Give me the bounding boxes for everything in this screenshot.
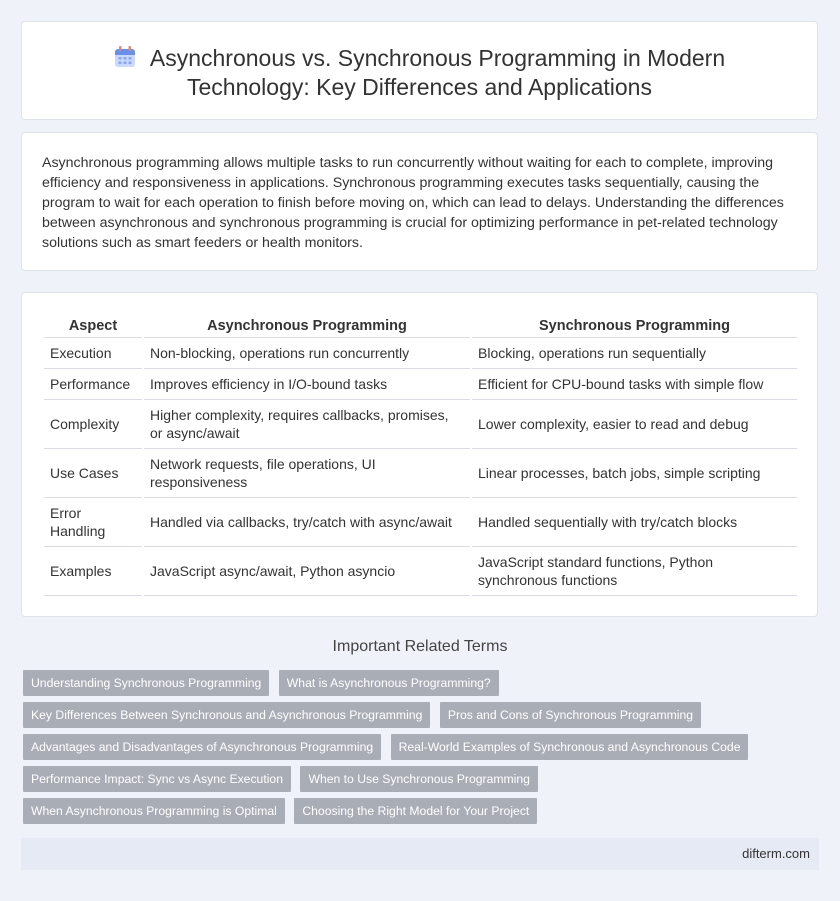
- table-cell: Handled via callbacks, try/catch with async/await: [144, 498, 470, 547]
- table-cell: Execution: [44, 338, 142, 369]
- comparison-card: [21, 292, 818, 617]
- related-term-tag[interactable]: Understanding Synchronous Programming: [23, 670, 269, 696]
- table-row: [44, 338, 797, 369]
- title-line-2: Technology: Key Differences and Applications: [187, 74, 652, 100]
- title-line-1: Asynchronous vs. Synchronous Programming in Modern: [149, 45, 726, 71]
- column-header-sync: Synchronous Programming: [472, 315, 797, 338]
- related-term-tag[interactable]: Real-World Examples of Synchronous and Asynchronous Code: [391, 734, 749, 760]
- related-term-tag[interactable]: Choosing the Right Model for Your Project: [294, 798, 537, 824]
- column-header-aspect: Aspect: [44, 315, 142, 338]
- table-cell: JavaScript async/await, Python asyncio: [144, 547, 470, 596]
- table-cell: Performance: [44, 369, 142, 400]
- table-cell: JavaScript standard functions, Python synchronous functions: [472, 547, 797, 596]
- table-header-row: [44, 315, 797, 338]
- calendar-icon: [114, 46, 136, 68]
- table-row: [44, 547, 797, 596]
- table-row: [44, 498, 797, 547]
- table-cell: Handled sequentially with try/catch blocks: [472, 498, 797, 547]
- table-row: [44, 369, 797, 400]
- column-header-async: Asynchronous Programming: [144, 315, 470, 338]
- table-cell: Non-blocking, operations run concurrently: [144, 338, 470, 369]
- table-cell: Linear processes, batch jobs, simple scripting: [472, 449, 797, 498]
- table-cell: Complexity: [44, 400, 142, 449]
- footer: [21, 838, 819, 870]
- table-cell: Efficient for CPU-bound tasks with simple flow: [472, 369, 797, 400]
- comparison-table: [42, 315, 799, 596]
- related-term-tag[interactable]: Key Differences Between Synchronous and Asynchronous Programming: [23, 702, 430, 728]
- footer-site-link[interactable]: difterm.com: [742, 846, 810, 861]
- table-cell: Improves efficiency in I/O-bound tasks: [144, 369, 470, 400]
- related-terms-heading: Important Related Terms: [332, 638, 508, 655]
- intro-paragraph: Asynchronous programming allows multiple tasks to run concurrently without waiting for each to complete, improving efficiency and responsiveness in applications. Synchronous programming executes tasks sequentially, causing the program to wait for each operation to finish before moving on, which can lead to delays. Understanding the differences between asynchronous and synchronous programming is crucial for optimizing performance in pet-related technology solutions such as smart feeders or health monitors.: [42, 155, 784, 251]
- table-cell: Use Cases: [44, 449, 142, 498]
- related-term-tag[interactable]: What is Asynchronous Programming?: [279, 670, 499, 696]
- table-cell: Higher complexity, requires callbacks, promises, or async/await: [144, 400, 470, 449]
- related-term-tag[interactable]: Performance Impact: Sync vs Async Execution: [23, 766, 291, 792]
- intro-card: [21, 132, 818, 271]
- table-cell: Examples: [44, 547, 142, 596]
- table-row: [44, 449, 797, 498]
- related-terms-list: [21, 670, 811, 830]
- related-term-tag[interactable]: Pros and Cons of Synchronous Programming: [440, 702, 701, 728]
- header-card: [21, 21, 818, 120]
- table-cell: Blocking, operations run sequentially: [472, 338, 797, 369]
- table-cell: Network requests, file operations, UI responsiveness: [144, 449, 470, 498]
- related-term-tag[interactable]: When to Use Synchronous Programming: [300, 766, 538, 792]
- page-title: [22, 44, 817, 102]
- related-term-tag[interactable]: Advantages and Disadvantages of Asynchronous Programming: [23, 734, 381, 760]
- table-cell: Error Handling: [44, 498, 142, 547]
- table-row: [44, 400, 797, 449]
- table-cell: Lower complexity, easier to read and debug: [472, 400, 797, 449]
- related-term-tag[interactable]: When Asynchronous Programming is Optimal: [23, 798, 285, 824]
